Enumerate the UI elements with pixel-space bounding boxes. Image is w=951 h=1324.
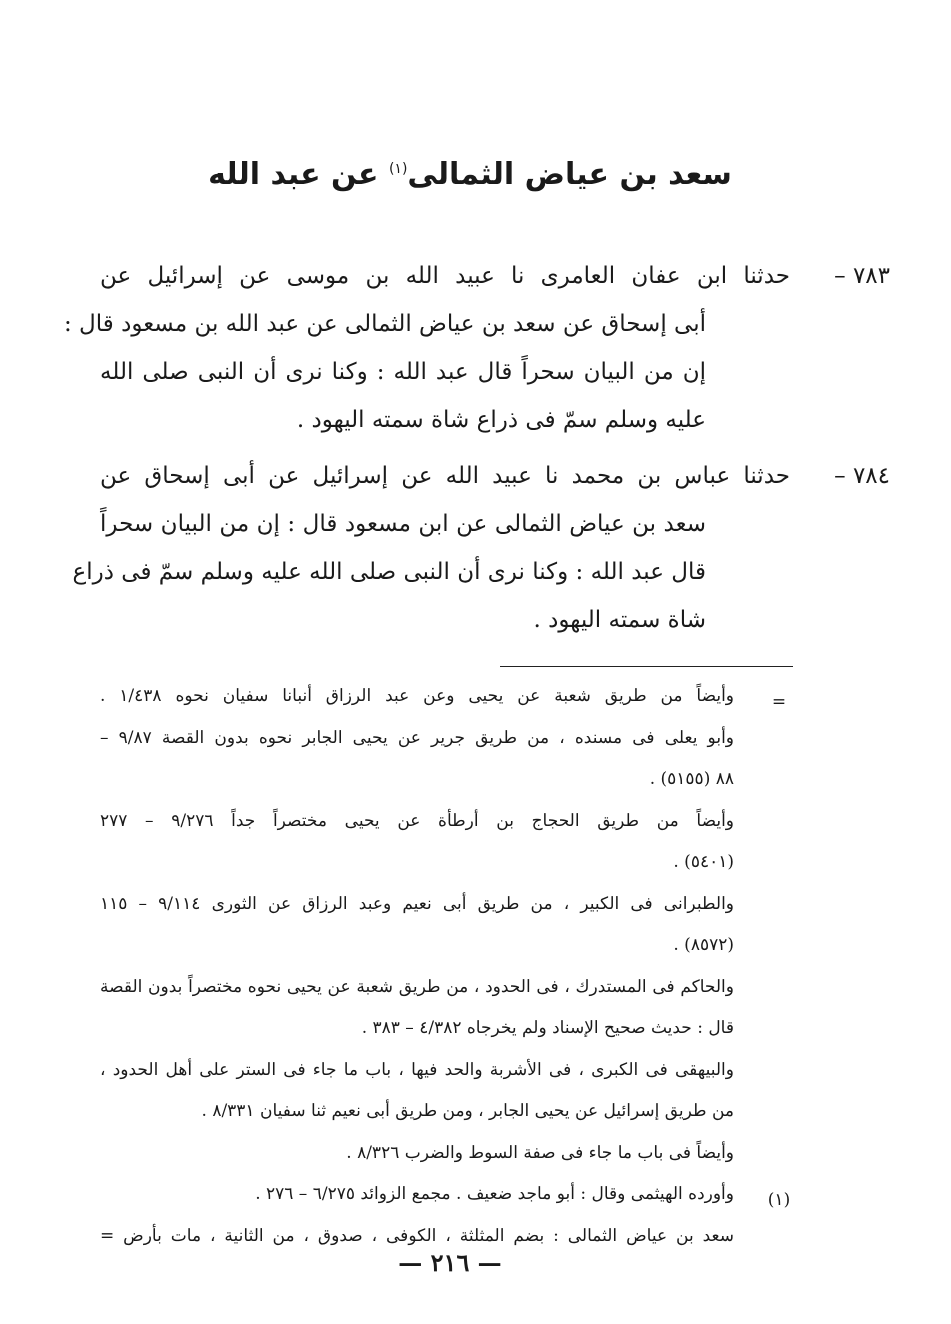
footnote-line: وأبو يعلى فى مسنده ، من طريق جرير عن يحيى الجابر نحوه بدون القصة ٩/٨٧ – bbox=[100, 727, 734, 748]
hadith-line: إن من البيان سحراً قال عبد الله : وكنا نرى أن النبى صلى الله bbox=[100, 359, 706, 385]
footnotes bbox=[100, 676, 794, 1257]
hadith-line: حدثنا ابن عفان العامرى نا عبيد الله بن موسى عن إسرائيل عن bbox=[100, 263, 790, 289]
footnote-line: والطبرانى فى الكبير ، من طريق أبى نعيم وعبد الرزاق عن الثورى ٩/١١٤ – ١١٥ bbox=[100, 893, 734, 914]
hadith-line: عليه وسلم سمّ فى ذراع شاة سمته اليهود . bbox=[296, 407, 706, 433]
footnote-line: والبيهقى فى الكبرى ، فى الأشربة والحد فيها ، باب ما جاء فى الستر على أهل الحدود ، bbox=[100, 1059, 734, 1080]
title-end: عن عبد الله bbox=[208, 157, 379, 192]
footnote-one-marker: (١) bbox=[767, 1190, 791, 1210]
hadith-783 bbox=[64, 252, 890, 444]
footnote-line: وأيضاً من طريق شعبة عن يحيى وعن عبد الرزاق أنبانا سفيان نحوه ١/٤٣٨ . bbox=[100, 686, 734, 706]
footnote-reference: (١) bbox=[388, 161, 408, 177]
hadith-number: ٧٨٤ – bbox=[834, 463, 890, 489]
footnote-line: قال : حديث صحيح الإسناد ولم يخرجاه ٤/٣٨٢ – ٣٨٣ . bbox=[361, 1018, 734, 1038]
hadith-line: شاة سمته اليهود . bbox=[533, 607, 706, 633]
page-title bbox=[150, 150, 790, 200]
footnote-line: وأيضاً من طريق الحجاج بن أرطأة عن يحيى مختصراً جداً ٩/٢٧٦ – ٢٧٧ bbox=[100, 810, 734, 831]
footnote-line: (٨٥٧٢) . bbox=[673, 935, 734, 955]
footnote-line: ٨٨ (٥١٥٥) . bbox=[649, 769, 734, 789]
footnote-line: والحاكم فى المستدرك ، فى الحدود ، من طريق شعبة عن يحيى نحوه مختصراً بدون القصة bbox=[100, 976, 734, 997]
footnote-separator bbox=[500, 666, 793, 667]
footnote-line: (٥٤٠١) . bbox=[673, 852, 734, 872]
footnote-line: وأورده الهيثمى وقال : أبو ماجد ضعيف . مجمع الزوائد ٦/٢٧٥ – ٢٧٦ . bbox=[255, 1184, 734, 1204]
footnote-line: من طريق إسرائيل عن يحيى الجابر ، ومن طريق أبى نعيم ثنا سفيان ٨/٣٣١ . bbox=[201, 1101, 734, 1121]
hadith-line: سعد بن عياض الثمالى عن ابن مسعود قال : إن من البيان سحراً bbox=[100, 511, 706, 537]
hadith-number: ٧٨٣ – bbox=[834, 263, 890, 289]
footnote-line: وأيضاً فى باب ما جاء فى صفة السوط والضرب ٨/٣٢٦ . bbox=[346, 1142, 734, 1163]
hadith-line: قال عبد الله : وكنا نرى أن النبى صلى الله عليه وسلم سمّ فى ذراع bbox=[72, 559, 706, 585]
hadith-784 bbox=[72, 452, 890, 644]
page-number: — ٢١٦ — bbox=[398, 1248, 502, 1277]
title-main: سعد بن عياض الثمالى bbox=[407, 157, 732, 192]
continuation-marker: = bbox=[771, 692, 787, 712]
footnote-one-text: سعد بن عياض الثمالى : بضم المثلثة ، الكوفى ، صدوق ، من الثانية ، مات بأرض = bbox=[100, 1225, 734, 1246]
hadith-line: حدثنا عباس بن محمد نا عبيد الله عن إسرائيل عن أبى إسحاق عن bbox=[100, 463, 790, 489]
hadith-line: أبى إسحاق عن سعد بن عياض الثمالى عن عبد الله بن مسعود قال : bbox=[64, 311, 706, 337]
